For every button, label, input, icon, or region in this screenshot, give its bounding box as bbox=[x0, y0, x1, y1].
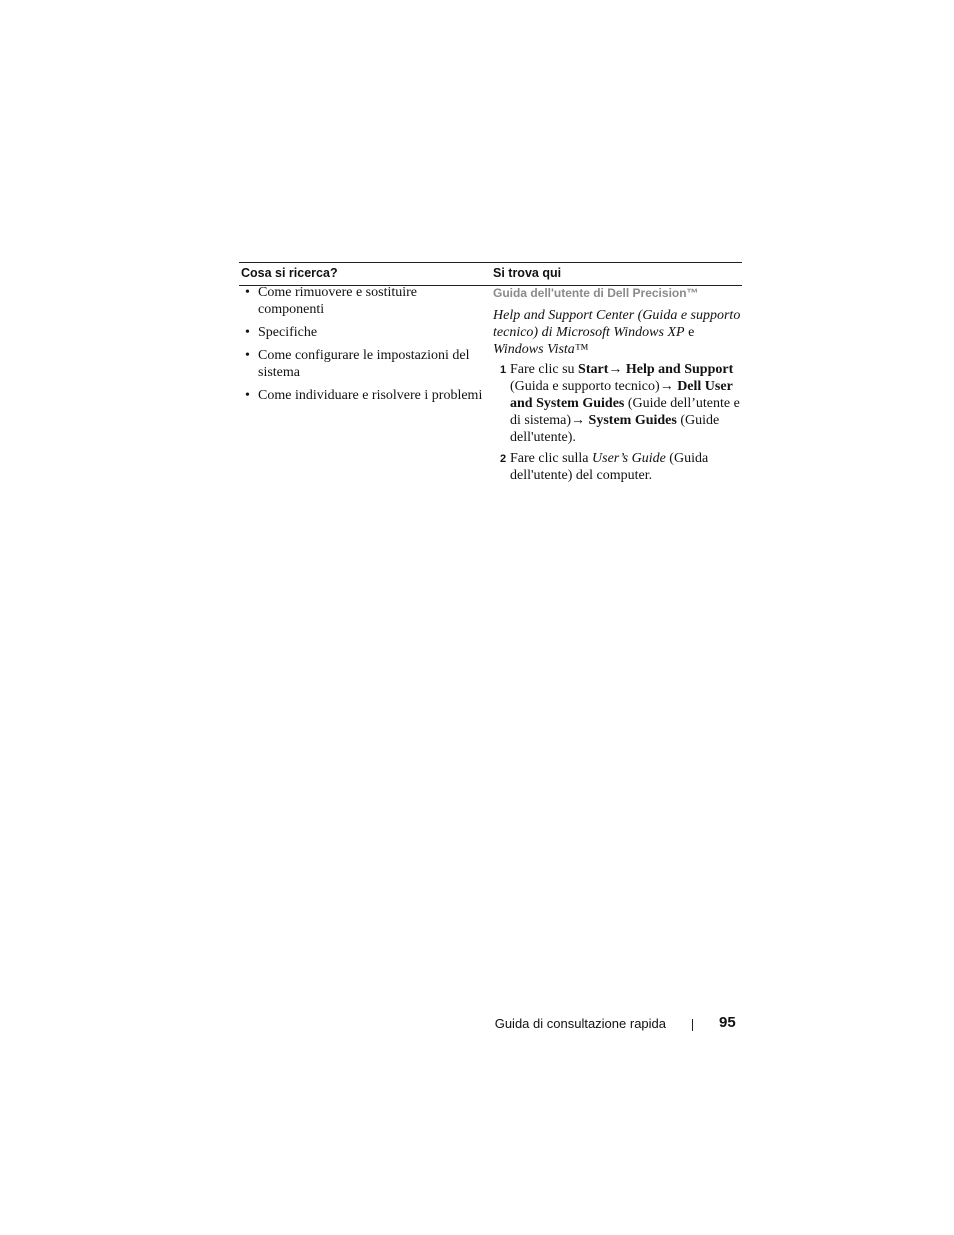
bullet-icon: • bbox=[245, 325, 250, 340]
arrow-icon: → bbox=[659, 379, 674, 394]
source-description: Help and Support Center (Guida e supporto tecnico) di Microsoft Windows XP e Windows Vista™ bbox=[493, 308, 741, 357]
list-item: • Come rimuovere e sostituire componenti bbox=[245, 285, 418, 317]
step-item: 1 Fare clic su Start→ Help and Support (Guida e supporto tecnico)→ Dell User and System Guides (Guide dell’utente e di sistema)→ System Guides (Guide dell'utente). bbox=[500, 362, 740, 445]
list-item: • Specifiche bbox=[245, 325, 318, 340]
bullet-icon: • bbox=[245, 285, 250, 300]
info-table bbox=[239, 262, 742, 483]
header-what-to-find: Cosa si ricerca? bbox=[241, 266, 338, 280]
bullet-icon: • bbox=[245, 348, 250, 363]
header-where-to-find: Si trova qui bbox=[493, 266, 562, 280]
steps-list bbox=[493, 361, 743, 484]
list-item: • Come individuare e risolvere i problemi bbox=[245, 388, 483, 403]
list-item: • Come configurare le impostazioni del sistema bbox=[245, 348, 470, 380]
step-number: 2 bbox=[500, 453, 507, 465]
step-item: 2 Fare clic sulla User’s Guide (Guida dell'utente) del computer. bbox=[500, 451, 709, 483]
bullet-icon: • bbox=[245, 388, 250, 403]
table-header bbox=[239, 262, 742, 286]
topic-list bbox=[245, 284, 485, 404]
source-title: Guida dell'utente di Dell Precision™ bbox=[493, 286, 699, 300]
step-number: 1 bbox=[500, 364, 507, 376]
what-to-find-cell bbox=[245, 286, 485, 404]
arrow-icon: → bbox=[571, 413, 586, 428]
page-number: 95 bbox=[719, 1014, 736, 1031]
footer-title: Guida di consultazione rapida bbox=[494, 1016, 666, 1031]
arrow-icon: → bbox=[608, 362, 623, 377]
footer-divider bbox=[692, 1019, 693, 1031]
where-to-find-cell bbox=[493, 286, 743, 484]
page-footer bbox=[0, 1014, 954, 1034]
